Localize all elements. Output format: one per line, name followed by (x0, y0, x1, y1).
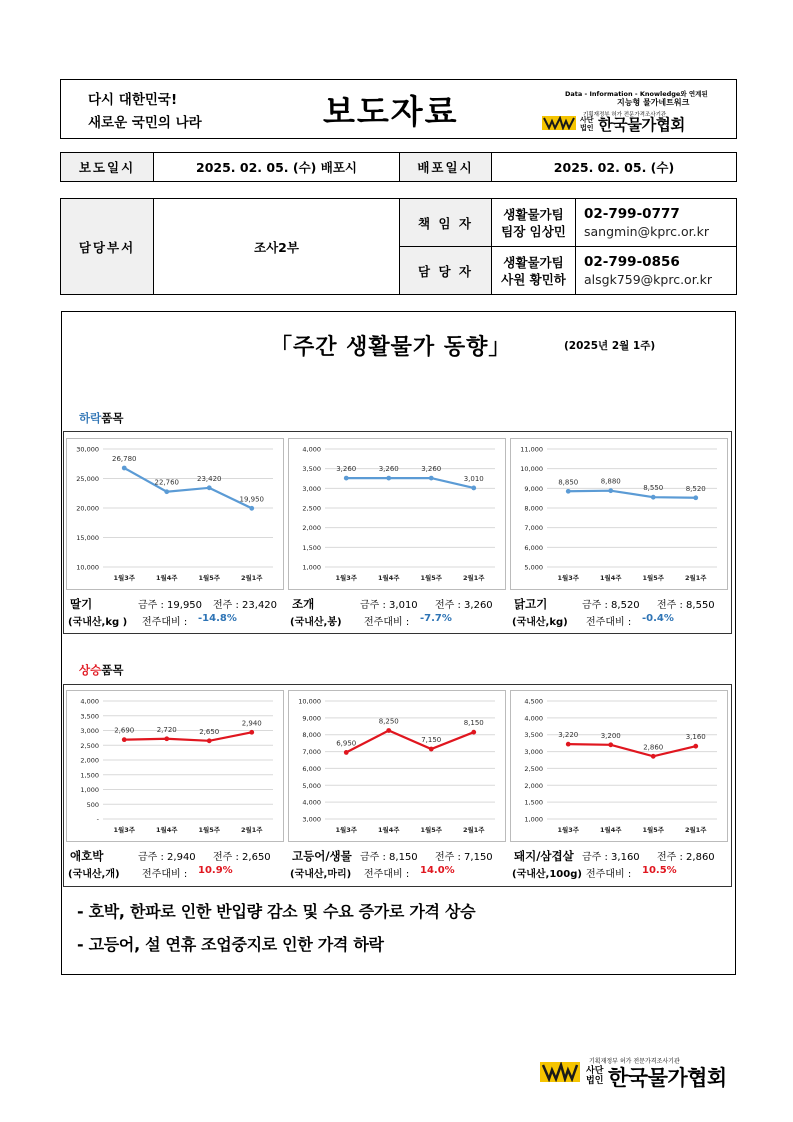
footer-logo-icon (540, 1062, 580, 1082)
data-label: 3,260 (421, 465, 442, 474)
dept-label: 담당부서 (61, 199, 154, 295)
change-label: 전주대비 : (586, 617, 632, 628)
y-tick-label: 8,000 (524, 504, 543, 513)
chart-panel (288, 438, 506, 590)
chart-panel (510, 438, 728, 590)
y-tick-label: 1,500 (302, 543, 321, 552)
up-section-label: 상승품목 (79, 663, 124, 677)
y-tick-label: 10,000 (298, 697, 321, 706)
y-tick-label: 1,500 (80, 771, 99, 780)
item-name: 돼지/삼겹살 (514, 849, 574, 863)
y-tick-label: 4,000 (80, 697, 99, 706)
staff-email: alsgk759@kprc.or.kr (584, 271, 713, 287)
staff-contact (576, 247, 737, 295)
x-tick-label: 2월1주 (240, 574, 263, 582)
data-label: 7,150 (421, 736, 442, 745)
series-line (568, 491, 696, 498)
data-label: 2,860 (643, 743, 664, 752)
data-label: 8,520 (685, 484, 706, 493)
org-name: 한국물가협회 (598, 116, 685, 134)
x-tick-label: 1월4주 (599, 574, 622, 582)
data-point (693, 495, 698, 500)
x-tick-label: 1월4주 (155, 574, 178, 582)
change-label: 전주대비 : (142, 617, 188, 628)
data-point (471, 730, 476, 735)
x-tick-label: 1월4주 (155, 826, 178, 834)
data-point (386, 476, 391, 481)
chart-panel (66, 690, 284, 842)
x-tick-label: 2월1주 (684, 574, 707, 582)
data-label: 26,780 (112, 454, 137, 463)
x-tick-label: 2월1주 (462, 826, 485, 834)
y-tick-label: 4,000 (302, 445, 321, 454)
item-name: 조개 (292, 597, 315, 611)
change-label: 전주대비 : (364, 869, 410, 880)
data-label: 2,690 (114, 726, 135, 735)
data-point (164, 489, 169, 494)
last-week-price: 전주 : 3,260 (435, 600, 493, 611)
item-name: 애호박 (70, 849, 104, 863)
association-logo-icon (542, 116, 576, 130)
y-tick-label: 2,000 (80, 756, 99, 765)
y-tick-label: 1,000 (80, 786, 99, 794)
data-point (249, 730, 254, 735)
release-table (60, 152, 737, 182)
x-tick-label: 1월3주 (557, 826, 580, 834)
data-label: 3,160 (685, 733, 706, 742)
data-label: 3,260 (378, 465, 399, 474)
x-tick-label: 1월5주 (642, 574, 665, 582)
data-point (651, 495, 656, 500)
org-prefix: 사단 법인 (580, 116, 594, 132)
series-line (124, 468, 252, 508)
data-label: 8,250 (378, 717, 399, 726)
data-point (429, 476, 434, 481)
y-tick-label: 3,000 (302, 484, 321, 493)
y-tick-label: 3,500 (80, 712, 99, 721)
header-box (60, 79, 737, 139)
slogan-line2: 새로운 국민의 나라 (88, 115, 202, 131)
item-name: 고등어/생물 (292, 849, 352, 863)
bullet-1: - 호박, 한파로 인한 반입량 감소 및 수요 증가로 가격 상승 (77, 902, 476, 921)
item-unit: (국내산,개) (68, 869, 120, 880)
data-point (471, 486, 476, 491)
data-label: 3,010 (463, 474, 484, 483)
series-line (346, 478, 474, 488)
chart-panel (66, 438, 284, 590)
y-tick-label: 3,000 (524, 748, 543, 757)
change-label: 전주대비 : (586, 869, 632, 880)
data-label: 2,720 (156, 725, 177, 734)
dept-value: 조사2부 (154, 199, 400, 295)
this-week-price: 금주 : 8,520 (582, 600, 640, 611)
manager-email: sangmin@kprc.or.kr (584, 223, 709, 239)
x-tick-label: 1월3주 (113, 574, 136, 582)
item-unit: (국내산,kg) (512, 617, 568, 628)
data-label: 3,260 (336, 465, 357, 474)
last-week-price: 전주 : 8,550 (657, 600, 715, 611)
y-tick-label: 9,000 (302, 714, 321, 723)
tagline-2: 지능형 물가네트워크 (617, 98, 690, 107)
manager-phone: 02-799-0777 (584, 205, 680, 222)
data-point (344, 750, 349, 755)
data-point (651, 754, 656, 759)
data-point (429, 747, 434, 752)
x-tick-label: 1월4주 (377, 574, 400, 582)
x-tick-label: 1월5주 (420, 574, 443, 582)
release-value: 2025. 02. 05. (수) 배포시 (154, 153, 400, 182)
distribute-label: 배포일시 (400, 153, 492, 182)
x-tick-label: 1월5주 (642, 826, 665, 834)
y-tick-label: 10,000 (76, 563, 99, 572)
line-chart (511, 439, 729, 591)
change-value: 10.5% (642, 865, 677, 876)
tagline-3: 기획재정부 허가 전문가격조사기관 (583, 112, 667, 118)
staff-name: 생활물가팀 사원 황민하 (492, 247, 576, 295)
x-tick-label: 1월4주 (377, 826, 400, 834)
contact-table (60, 198, 737, 295)
footer-org-prefix: 사단 법인 (586, 1066, 604, 1086)
y-tick-label: 7,000 (524, 524, 543, 533)
doc-title: 보도자료 (323, 92, 459, 131)
role-manager: 책 임 자 (400, 199, 492, 247)
report-title: 「주간 생활물가 동향」 (270, 335, 512, 360)
y-tick-label: 5,000 (302, 781, 321, 790)
x-tick-label: 1월3주 (335, 826, 358, 834)
bullet-2: - 고등어, 설 연휴 조업중지로 인한 가격 하락 (77, 935, 384, 954)
y-tick-label: 30,000 (76, 445, 99, 454)
data-point (608, 742, 613, 747)
data-label: 2,940 (241, 719, 262, 728)
data-label: 8,150 (463, 719, 484, 728)
report-period: (2025년 2월 1주) (564, 340, 656, 352)
footer-tagline: 기획재정부 허가 전문가격조사기관 (589, 1058, 680, 1065)
last-week-price: 전주 : 7,150 (435, 852, 493, 863)
data-label: 8,550 (643, 484, 664, 493)
staff-phone: 02-799-0856 (584, 253, 680, 270)
y-tick-label: 3,000 (80, 727, 99, 735)
data-label: 8,850 (558, 478, 579, 487)
series-line (346, 731, 474, 753)
x-tick-label: 1월3주 (335, 574, 358, 582)
y-tick-label: 3,500 (524, 731, 543, 740)
slogan-line1: 다시 대한민국! (88, 92, 178, 108)
down-section-label: 하락품목 (79, 411, 124, 425)
change-label: 전주대비 : (142, 869, 188, 880)
x-tick-label: 1월5주 (198, 574, 221, 582)
x-tick-label: 1월5주 (420, 826, 443, 834)
y-tick-label: 15,000 (76, 534, 99, 542)
y-tick-label: 11,000 (520, 445, 543, 454)
distribute-value: 2025. 02. 05. (수) (492, 153, 737, 182)
x-tick-label: 1월3주 (557, 574, 580, 582)
y-tick-label: 1,000 (524, 815, 543, 824)
last-week-price: 전주 : 2,860 (657, 852, 715, 863)
item-name: 딸기 (70, 597, 93, 611)
last-week-price: 전주 : 23,420 (213, 600, 278, 611)
role-staff: 담 당 자 (400, 247, 492, 295)
y-tick-label: 4,500 (524, 697, 543, 706)
y-tick-label: 9,000 (524, 484, 543, 493)
y-tick-label: 7,000 (302, 748, 321, 757)
data-label: 3,220 (558, 731, 579, 740)
data-point (164, 736, 169, 741)
change-value: -14.8% (198, 613, 237, 624)
data-point (566, 742, 571, 747)
y-tick-label: 3,500 (302, 465, 321, 474)
item-name: 닭고기 (514, 597, 548, 611)
y-tick-label: 10,000 (520, 465, 543, 474)
x-tick-label: 1월4주 (599, 826, 622, 834)
x-tick-label: 1월5주 (198, 826, 221, 834)
x-tick-label: 1월3주 (113, 826, 136, 834)
item-unit: (국내산,봉) (290, 617, 342, 628)
manager-contact (576, 199, 737, 247)
this-week-price: 금주 : 3,010 (360, 600, 418, 611)
line-chart (289, 439, 507, 591)
y-tick-label: 4,000 (524, 714, 543, 723)
line-chart (67, 691, 285, 843)
tagline-1: Data - Information - Knowledge와 연계된 (565, 90, 708, 98)
change-label: 전주대비 : (364, 617, 410, 628)
y-tick-label: 25,000 (76, 475, 99, 483)
y-tick-label: 2,500 (524, 764, 543, 773)
item-unit: (국내산,100g) (512, 869, 582, 880)
y-tick-label: 2,500 (302, 504, 321, 513)
manager-name: 생활물가팀 팀장 임상민 (492, 199, 576, 247)
x-tick-label: 2월1주 (684, 826, 707, 834)
y-tick-label: 3,000 (302, 815, 321, 824)
data-label: 23,420 (197, 474, 222, 483)
data-point (344, 476, 349, 481)
data-point (693, 744, 698, 749)
data-label: 3,200 (600, 731, 621, 740)
this-week-price: 금주 : 19,950 (138, 600, 203, 611)
data-label: 19,950 (239, 495, 264, 504)
data-label: 22,760 (154, 478, 179, 487)
data-label: 8,880 (600, 477, 621, 486)
change-value: -0.4% (642, 613, 674, 624)
chart-panel (510, 690, 728, 842)
item-unit: (국내산,kg ) (68, 617, 128, 628)
y-tick-label: 1,500 (524, 798, 543, 807)
this-week-price: 금주 : 3,160 (582, 852, 640, 863)
data-point (122, 466, 127, 471)
item-unit: (국내산,마리) (290, 869, 352, 880)
series-line (568, 744, 696, 756)
x-tick-label: 2월1주 (462, 574, 485, 582)
chart-panel (288, 690, 506, 842)
this-week-price: 금주 : 2,940 (138, 852, 196, 863)
y-tick-label: 1,000 (302, 563, 321, 572)
footer-org-name: 한국물가협회 (608, 1066, 727, 1090)
data-point (608, 488, 613, 493)
y-tick-label: 8,000 (302, 731, 321, 740)
y-tick-label: 6,000 (302, 764, 321, 773)
change-value: -7.7% (420, 613, 452, 624)
line-chart (67, 439, 285, 591)
data-point (207, 485, 212, 490)
change-value: 10.9% (198, 865, 233, 876)
y-tick-label: - (96, 815, 99, 824)
data-point (122, 737, 127, 742)
data-point (249, 506, 254, 511)
data-label: 2,650 (199, 727, 220, 736)
last-week-price: 전주 : 2,650 (213, 852, 271, 863)
data-point (207, 738, 212, 743)
y-tick-label: 5,000 (524, 563, 543, 572)
data-point (566, 489, 571, 494)
y-tick-label: 20,000 (76, 504, 99, 513)
series-line (124, 732, 252, 741)
y-tick-label: 2,000 (524, 781, 543, 790)
y-tick-label: 2,500 (80, 741, 99, 750)
y-tick-label: 2,000 (302, 524, 321, 533)
this-week-price: 금주 : 8,150 (360, 852, 418, 863)
y-tick-label: 500 (86, 800, 99, 809)
line-chart (511, 691, 729, 843)
y-tick-label: 6,000 (524, 543, 543, 552)
data-point (386, 728, 391, 733)
x-tick-label: 2월1주 (240, 826, 263, 834)
y-tick-label: 4,000 (302, 798, 321, 807)
change-value: 14.0% (420, 865, 455, 876)
data-label: 6,950 (336, 739, 357, 748)
line-chart (289, 691, 507, 843)
release-label: 보도일시 (61, 153, 154, 182)
